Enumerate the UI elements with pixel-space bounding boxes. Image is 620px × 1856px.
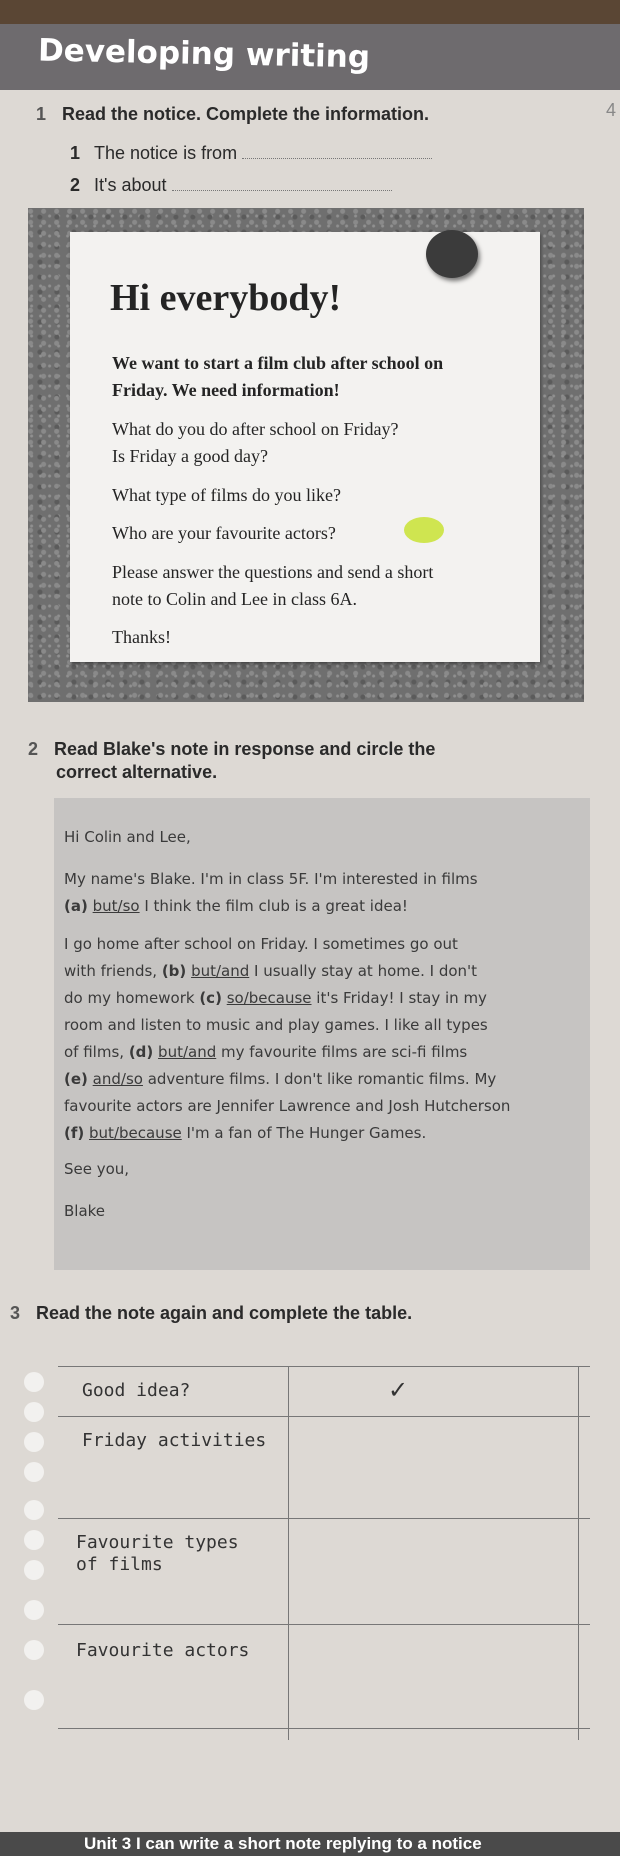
note-signoff: See you, [64, 1160, 130, 1178]
answer-cell-actors[interactable] [290, 1626, 576, 1726]
page-footer [0, 1832, 620, 1856]
notice-thanks: Thanks! [112, 627, 171, 647]
binder-hole [24, 1530, 44, 1550]
choice-b[interactable]: but/and [191, 962, 250, 980]
note-line: do my homework (c) so/because it's Friday! I stay in my [64, 989, 487, 1007]
notice-question-1b: Is Friday a good day? [112, 446, 268, 466]
footer-text: Unit 3 I can write a short note replying to a notice [84, 1834, 482, 1853]
choice-d[interactable]: but/and [158, 1043, 217, 1061]
answer-blank-2[interactable] [172, 176, 392, 191]
row-label-actors: Favourite actors [76, 1640, 250, 1661]
push-pin-icon [426, 230, 478, 278]
note-line: of films, (d) but/and my favourite films are sci-fi films [64, 1043, 468, 1061]
choice-e[interactable]: and/so [92, 1070, 143, 1088]
binder-hole [24, 1640, 44, 1660]
exercise-1-item-1: 1 The notice is from [70, 143, 432, 164]
note-greeting: Hi Colin and Lee, [64, 828, 191, 846]
note-line: with friends, (b) but/and I usually stay at home. I don't [64, 962, 478, 980]
note-line: I go home after school on Friday. I sometimes go out [64, 935, 458, 953]
notice-question-1a: What do you do after school on Friday? [112, 419, 399, 439]
answer-blank-1[interactable] [242, 144, 432, 159]
binder-hole [24, 1600, 44, 1620]
notice-request-1: Please answer the questions and send a short [112, 562, 434, 582]
row-label-friday: Friday activities [82, 1430, 267, 1451]
binder-hole [24, 1432, 44, 1452]
notice-intro-2: Friday. We need information! [112, 380, 340, 400]
binder-hole [24, 1690, 44, 1710]
row-label-good-idea: Good idea? [82, 1380, 191, 1401]
choice-a[interactable]: but/so [92, 897, 140, 915]
note-line: (e) and/so adventure films. I don't like romantic films. My [64, 1070, 497, 1088]
row-label-film-types: Favourite types of films [76, 1532, 239, 1575]
check-icon: ✓ [388, 1377, 409, 1404]
blake-note [54, 798, 590, 1270]
highlighter-mark [404, 517, 444, 543]
notice-request-2: note to Colin and Lee in class 6A. [112, 589, 357, 609]
exercise-3-instruction: 3 Read the note again and complete the table. [10, 1303, 413, 1323]
binder-hole [24, 1462, 44, 1482]
binder-hole [24, 1372, 44, 1392]
note-line: favourite actors are Jennifer Lawrence and Josh Hutcherson [64, 1097, 511, 1115]
choice-c[interactable]: so/because [226, 989, 312, 1007]
binder-hole [24, 1560, 44, 1580]
note-signature: Blake [64, 1202, 106, 1220]
answer-cell-friday[interactable] [290, 1418, 576, 1516]
answer-table [58, 1366, 590, 1740]
notice-question-2: What type of films do you like? [112, 485, 341, 505]
note-line: (f) but/because I'm a fan of The Hunger Games. [64, 1124, 427, 1142]
notice-intro-1: We want to start a film club after school on [112, 353, 444, 373]
notice-paper [70, 232, 540, 662]
choice-f[interactable]: but/because [89, 1124, 182, 1142]
notice-title: Hi everybody! [110, 277, 342, 319]
note-line: My name's Blake. I'm in class 5F. I'm interested in films [64, 870, 478, 888]
side-page-number: 4 [605, 100, 616, 120]
note-line: (a) but/so I think the film club is a great idea! [64, 897, 408, 915]
section-header [0, 24, 620, 90]
exercise-2-instruction: 2 Read Blake's note in response and circle the correct alternative. [28, 739, 436, 782]
notice-board [28, 208, 584, 702]
section-title: Developing writing [37, 32, 371, 76]
answer-cell-film-types[interactable] [290, 1520, 576, 1622]
binder-hole [24, 1402, 44, 1422]
notice-question-3: Who are your favourite actors? [112, 523, 336, 543]
exercise-1-instruction: 1 Read the notice. Complete the information. [36, 104, 430, 124]
binder-hole [24, 1500, 44, 1520]
exercise-1-item-2: 2 It's about [70, 175, 392, 196]
note-line: room and listen to music and play games. I like all types [64, 1016, 488, 1034]
